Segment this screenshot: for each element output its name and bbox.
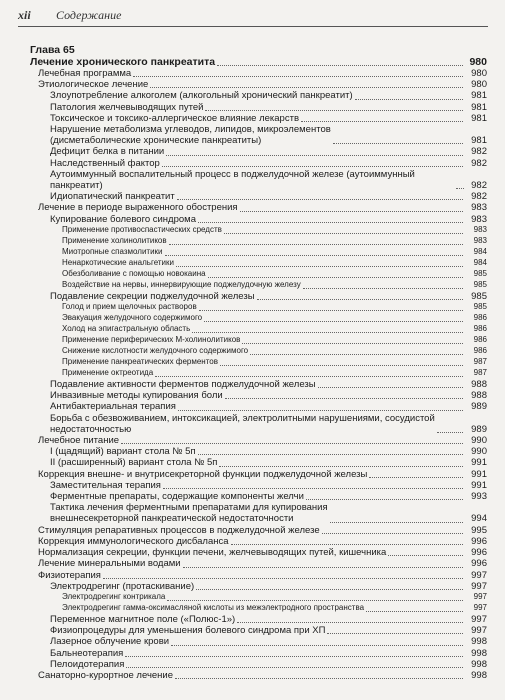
dot-leader bbox=[388, 547, 463, 556]
toc-entry-title: Тактика лечения ферментными препаратами для купирования внешнесекреторной панкреатической недостаточности bbox=[50, 502, 328, 525]
running-title: Содержание bbox=[56, 8, 122, 22]
toc-entry bbox=[0, 169, 505, 191]
toc-entry bbox=[0, 280, 505, 291]
toc-entry-page: 990 bbox=[471, 446, 487, 458]
toc-entry-page: 985 bbox=[473, 269, 487, 279]
toc-entry-page: 980 bbox=[471, 68, 487, 79]
toc-entry-title: Токсическое и токсико-аллергическое влияние лекарств bbox=[50, 112, 299, 124]
dot-leader bbox=[163, 480, 463, 489]
toc-entry bbox=[0, 357, 505, 368]
toc-entry-title: Подавление секреции поджелудочной железы bbox=[50, 290, 255, 302]
toc-entry-title: Стимуляция репаративных процессов в поджелудочной железе bbox=[38, 524, 320, 536]
dot-leader bbox=[231, 536, 463, 545]
toc-entry-page: 982 bbox=[471, 146, 487, 158]
dot-leader bbox=[327, 625, 463, 634]
dot-leader bbox=[121, 435, 463, 444]
toc-entry-page: 997 bbox=[471, 569, 487, 581]
toc-entry-page: 986 bbox=[473, 324, 487, 334]
toc-entry bbox=[0, 457, 505, 468]
toc-entry bbox=[0, 502, 505, 524]
toc-entry-title: Обезболивание с помощью новокаина bbox=[62, 269, 206, 279]
toc-entry-title: Инвазивные методы купирования боли bbox=[50, 390, 223, 402]
toc-entry-title: Идиопатический панкреатит bbox=[50, 191, 175, 203]
toc-entry-page: 997 bbox=[473, 603, 487, 613]
toc-entry-title: Борьба с обезвоживанием, интоксикацией, электролитными нарушениями, сосудистой недостаточностью bbox=[50, 412, 435, 435]
toc-entry-page: 983 bbox=[471, 202, 487, 214]
toc-entry-title: Применение панкреатических ферментов bbox=[62, 357, 218, 367]
toc-entry-title: Коррекция иммунологического дисбаланса bbox=[38, 535, 229, 547]
toc-entry-title: Переменное магнитное поле («Полюс-1») bbox=[50, 613, 236, 625]
toc-entry-title: Воздействие на нервы, иннервирующие поджелудочную железу bbox=[62, 280, 301, 290]
toc-entry-title: Применение холинолитиков bbox=[62, 236, 167, 246]
dot-leader bbox=[330, 514, 463, 523]
toc-entry-title: Миотропные спазмолитики bbox=[62, 247, 163, 257]
toc-entry bbox=[0, 536, 505, 547]
dot-leader bbox=[171, 637, 463, 646]
toc-entry-page: 983 bbox=[473, 225, 487, 235]
toc-entry bbox=[0, 614, 505, 625]
toc-entry-title: Аутоиммунный воспалительный процесс в поджелудочной железе (аутоиммунный панкреатит) bbox=[50, 168, 415, 192]
toc-entry-title: Эвакуация желудочного содержимого bbox=[62, 313, 203, 323]
dot-leader bbox=[355, 91, 463, 100]
toc-entry-page: 982 bbox=[471, 157, 487, 169]
header-rule bbox=[18, 26, 488, 27]
toc-entry-title: Подавление активности ферментов поджелудочной железы bbox=[50, 379, 316, 391]
toc-entry-page: 984 bbox=[473, 258, 487, 268]
dot-leader bbox=[178, 402, 463, 411]
toc-entry bbox=[0, 413, 505, 435]
toc-entry-title: Голод и прием щелочных растворов bbox=[62, 302, 197, 312]
toc-entry bbox=[0, 225, 505, 236]
toc-entry-page: 981 bbox=[471, 112, 487, 124]
toc-entry-page: 985 bbox=[471, 290, 487, 302]
toc-entry bbox=[0, 68, 505, 79]
toc-entry bbox=[0, 435, 505, 446]
toc-entry-title: Электродрегинг (протаскивание) bbox=[50, 580, 195, 592]
toc-entry-title: Пелоидотерапия bbox=[50, 658, 125, 670]
toc-entry bbox=[0, 480, 505, 491]
dot-leader bbox=[125, 648, 463, 657]
toc-entry-title: Дефицит белка в питании bbox=[50, 146, 165, 158]
dot-leader bbox=[165, 247, 463, 256]
toc-entry-page: 988 bbox=[471, 390, 487, 402]
toc-entry bbox=[0, 146, 505, 157]
toc-entry-page: 991 bbox=[471, 468, 487, 480]
dot-leader bbox=[183, 559, 463, 568]
toc-entry-title: Злоупотребление алкоголем (алкогольный хронический панкреатит) bbox=[50, 90, 353, 102]
toc-entry-page: 995 bbox=[471, 524, 487, 536]
toc-entry-page: 998 bbox=[471, 636, 487, 648]
toc-entry bbox=[0, 124, 505, 146]
dot-leader bbox=[257, 291, 463, 300]
dot-leader bbox=[306, 491, 463, 500]
toc-entry bbox=[0, 335, 505, 346]
toc-entry-title: Лазерное облучение крови bbox=[50, 636, 170, 648]
toc-entry-page: 981 bbox=[471, 101, 487, 113]
page-number: xii bbox=[18, 8, 31, 22]
toc-entry-title: Санаторно-курортное лечение bbox=[38, 669, 174, 681]
dot-leader bbox=[176, 258, 463, 267]
toc-entry-title: Применение октреотида bbox=[62, 368, 154, 378]
toc-entry-title: Физиопроцедуры для уменьшения болевого синдрома при ХП bbox=[50, 625, 326, 637]
toc-entry-page: 989 bbox=[471, 423, 487, 435]
toc-entry-title: Антибактериальная терапия bbox=[50, 401, 176, 413]
dot-leader bbox=[204, 313, 463, 322]
toc-entry bbox=[0, 202, 505, 213]
dot-leader bbox=[237, 614, 463, 623]
toc-entry bbox=[0, 291, 505, 302]
dot-leader bbox=[198, 446, 463, 455]
toc-entry bbox=[0, 324, 505, 335]
dot-leader bbox=[196, 581, 463, 590]
toc-entry bbox=[0, 648, 505, 659]
toc-entry bbox=[0, 191, 505, 202]
toc-entry bbox=[0, 56, 505, 68]
dot-leader bbox=[333, 135, 463, 144]
dot-leader bbox=[366, 603, 463, 612]
toc-entry bbox=[0, 269, 505, 280]
dot-leader bbox=[177, 191, 463, 200]
dot-leader bbox=[456, 180, 464, 189]
toc-entry-title: Бальнеотерапия bbox=[50, 647, 124, 659]
toc-entry bbox=[0, 313, 505, 324]
toc-entry-page: 986 bbox=[473, 346, 487, 356]
dot-leader bbox=[250, 346, 463, 355]
toc-entry-page: 985 bbox=[473, 302, 487, 312]
toc-entry-page: 988 bbox=[471, 379, 487, 391]
chapter-heading: Глава 65 bbox=[30, 44, 75, 56]
toc-entry-page: 983 bbox=[473, 236, 487, 246]
toc-entry-page: 982 bbox=[471, 180, 487, 192]
dot-leader bbox=[322, 525, 463, 534]
toc-entry-page: 991 bbox=[471, 457, 487, 469]
toc-entry bbox=[0, 302, 505, 313]
dot-leader bbox=[225, 390, 463, 399]
toc-entry-page: 986 bbox=[473, 335, 487, 345]
page-header bbox=[18, 6, 488, 26]
dot-leader bbox=[369, 469, 463, 478]
toc-entry bbox=[0, 558, 505, 569]
toc-entry bbox=[0, 158, 505, 169]
toc-entry bbox=[0, 659, 505, 670]
toc-entry bbox=[0, 346, 505, 357]
dot-leader bbox=[150, 79, 463, 88]
toc-entry-page: 997 bbox=[471, 580, 487, 592]
toc-entry bbox=[0, 592, 505, 603]
dot-leader bbox=[167, 592, 463, 601]
dot-leader bbox=[220, 357, 463, 366]
toc-entry-title: Лечебное питание bbox=[38, 435, 120, 447]
toc-entry-title: Лечение хронического панкреатита bbox=[30, 56, 216, 68]
toc-entry-title: Физиотерапия bbox=[38, 569, 101, 581]
toc-entry bbox=[0, 236, 505, 247]
toc-entry bbox=[0, 670, 505, 681]
toc-entry-title: Заместительная терапия bbox=[50, 479, 161, 491]
dot-leader bbox=[437, 424, 463, 433]
toc-entry-page: 998 bbox=[471, 669, 487, 681]
toc-entry-page: 994 bbox=[471, 513, 487, 525]
dot-leader bbox=[303, 280, 463, 289]
dot-leader bbox=[198, 214, 463, 223]
dot-leader bbox=[103, 570, 463, 579]
toc-entry-title: Лечение в периоде выраженного обострения bbox=[38, 202, 238, 214]
toc-entry bbox=[0, 401, 505, 412]
dot-leader bbox=[126, 659, 463, 668]
dot-leader bbox=[166, 147, 463, 156]
toc-entry bbox=[0, 379, 505, 390]
toc-entry bbox=[0, 491, 505, 502]
dot-leader bbox=[133, 68, 463, 77]
toc-entry bbox=[0, 390, 505, 401]
toc-entry-page: 985 bbox=[473, 280, 487, 290]
toc-entry-page: 998 bbox=[471, 658, 487, 670]
toc-entry-page: 987 bbox=[473, 357, 487, 367]
toc-entry-page: 986 bbox=[473, 313, 487, 323]
toc-entry bbox=[0, 247, 505, 258]
toc-entry bbox=[0, 570, 505, 581]
toc-entry-page: 996 bbox=[471, 547, 487, 559]
toc-entry-page: 993 bbox=[471, 491, 487, 503]
toc-entry-page: 997 bbox=[471, 613, 487, 625]
toc-entry bbox=[0, 79, 505, 90]
toc-entry-page: 980 bbox=[469, 56, 487, 68]
dot-leader bbox=[219, 458, 463, 467]
toc-entry-title: Патология желчевыводящих путей bbox=[50, 101, 204, 113]
dot-leader bbox=[199, 302, 463, 311]
toc-entry-title: Снижение кислотности желудочного содержимого bbox=[62, 346, 249, 356]
toc-entry-title: Лечебная программа bbox=[38, 68, 132, 79]
toc-entry-title: Коррекция внешне- и внутрисекреторной функции поджелудочной железы bbox=[38, 468, 368, 480]
toc-entry-title: Холод на эпигастральную область bbox=[62, 324, 191, 334]
toc-entry-page: 996 bbox=[471, 535, 487, 547]
toc-entry bbox=[0, 113, 505, 124]
toc-entry-title: Лечение минеральными водами bbox=[38, 558, 181, 570]
toc-entry bbox=[0, 525, 505, 536]
dot-leader bbox=[208, 269, 463, 278]
dot-leader bbox=[224, 225, 463, 234]
toc-entry bbox=[0, 603, 505, 614]
dot-leader bbox=[217, 57, 463, 66]
toc-entry-page: 980 bbox=[471, 79, 487, 91]
toc-entry-title: I (щадящий) вариант стола № 5п bbox=[50, 446, 196, 458]
toc-entry-page: 990 bbox=[471, 435, 487, 447]
toc-entry bbox=[0, 102, 505, 113]
toc-entry-title: Этиологическое лечение bbox=[38, 79, 149, 91]
dot-leader bbox=[169, 236, 463, 245]
toc-entry-title: Применение периферических М-холинолитиков bbox=[62, 335, 241, 345]
toc-entry-title: Нарушение метаболизма углеводов, липидов, микроэлементов (дисметаболические хронические панкреатиты) bbox=[50, 124, 331, 147]
toc-entry bbox=[0, 214, 505, 225]
table-of-contents bbox=[0, 56, 505, 681]
dot-leader bbox=[242, 335, 463, 344]
dot-leader bbox=[162, 158, 463, 167]
toc-entry-page: 991 bbox=[471, 479, 487, 491]
toc-entry-title: Ненаркотические анальгетики bbox=[62, 258, 174, 268]
toc-entry-page: 998 bbox=[471, 647, 487, 659]
toc-entry-page: 987 bbox=[473, 368, 487, 378]
toc-entry-title: Электродрегинг гамма-оксимасляной кислоты из межэлектродного пространства bbox=[62, 603, 365, 613]
toc-entry bbox=[0, 469, 505, 480]
toc-entry-page: 989 bbox=[471, 401, 487, 413]
toc-entry-page: 981 bbox=[471, 135, 487, 147]
toc-entry-page: 997 bbox=[471, 625, 487, 637]
toc-entry-title: Применение противоспастических средств bbox=[62, 225, 222, 235]
toc-entry bbox=[0, 446, 505, 457]
toc-entry bbox=[0, 368, 505, 379]
dot-leader bbox=[301, 113, 463, 122]
toc-entry bbox=[0, 636, 505, 647]
dot-leader bbox=[318, 379, 463, 388]
toc-entry-title: Ферментные препараты, содержащие компоненты желчи bbox=[50, 491, 304, 503]
toc-entry-title: Наследственный фактор bbox=[50, 157, 160, 169]
toc-entry-page: 997 bbox=[473, 592, 487, 602]
toc-entry bbox=[0, 547, 505, 558]
dot-leader bbox=[240, 203, 463, 212]
toc-entry-title: Электродрегинг контрикала bbox=[62, 592, 166, 602]
dot-leader bbox=[175, 670, 463, 679]
dot-leader bbox=[192, 324, 463, 333]
toc-entry bbox=[0, 258, 505, 269]
toc-entry-page: 982 bbox=[471, 191, 487, 203]
toc-entry bbox=[0, 581, 505, 592]
toc-entry-page: 984 bbox=[473, 247, 487, 257]
toc-entry bbox=[0, 90, 505, 101]
toc-entry-title: II (расширенный) вариант стола № 5п bbox=[50, 457, 218, 469]
toc-entry-title: Нормализация секреции, функции печени, желчевыводящих путей, кишечника bbox=[38, 547, 387, 559]
toc-entry bbox=[0, 625, 505, 636]
toc-entry-page: 983 bbox=[471, 213, 487, 225]
dot-leader bbox=[155, 368, 463, 377]
toc-entry-page: 996 bbox=[471, 558, 487, 570]
toc-entry-page: 981 bbox=[471, 90, 487, 102]
toc-entry-title: Купирование болевого синдрома bbox=[50, 213, 196, 225]
dot-leader bbox=[205, 102, 463, 111]
